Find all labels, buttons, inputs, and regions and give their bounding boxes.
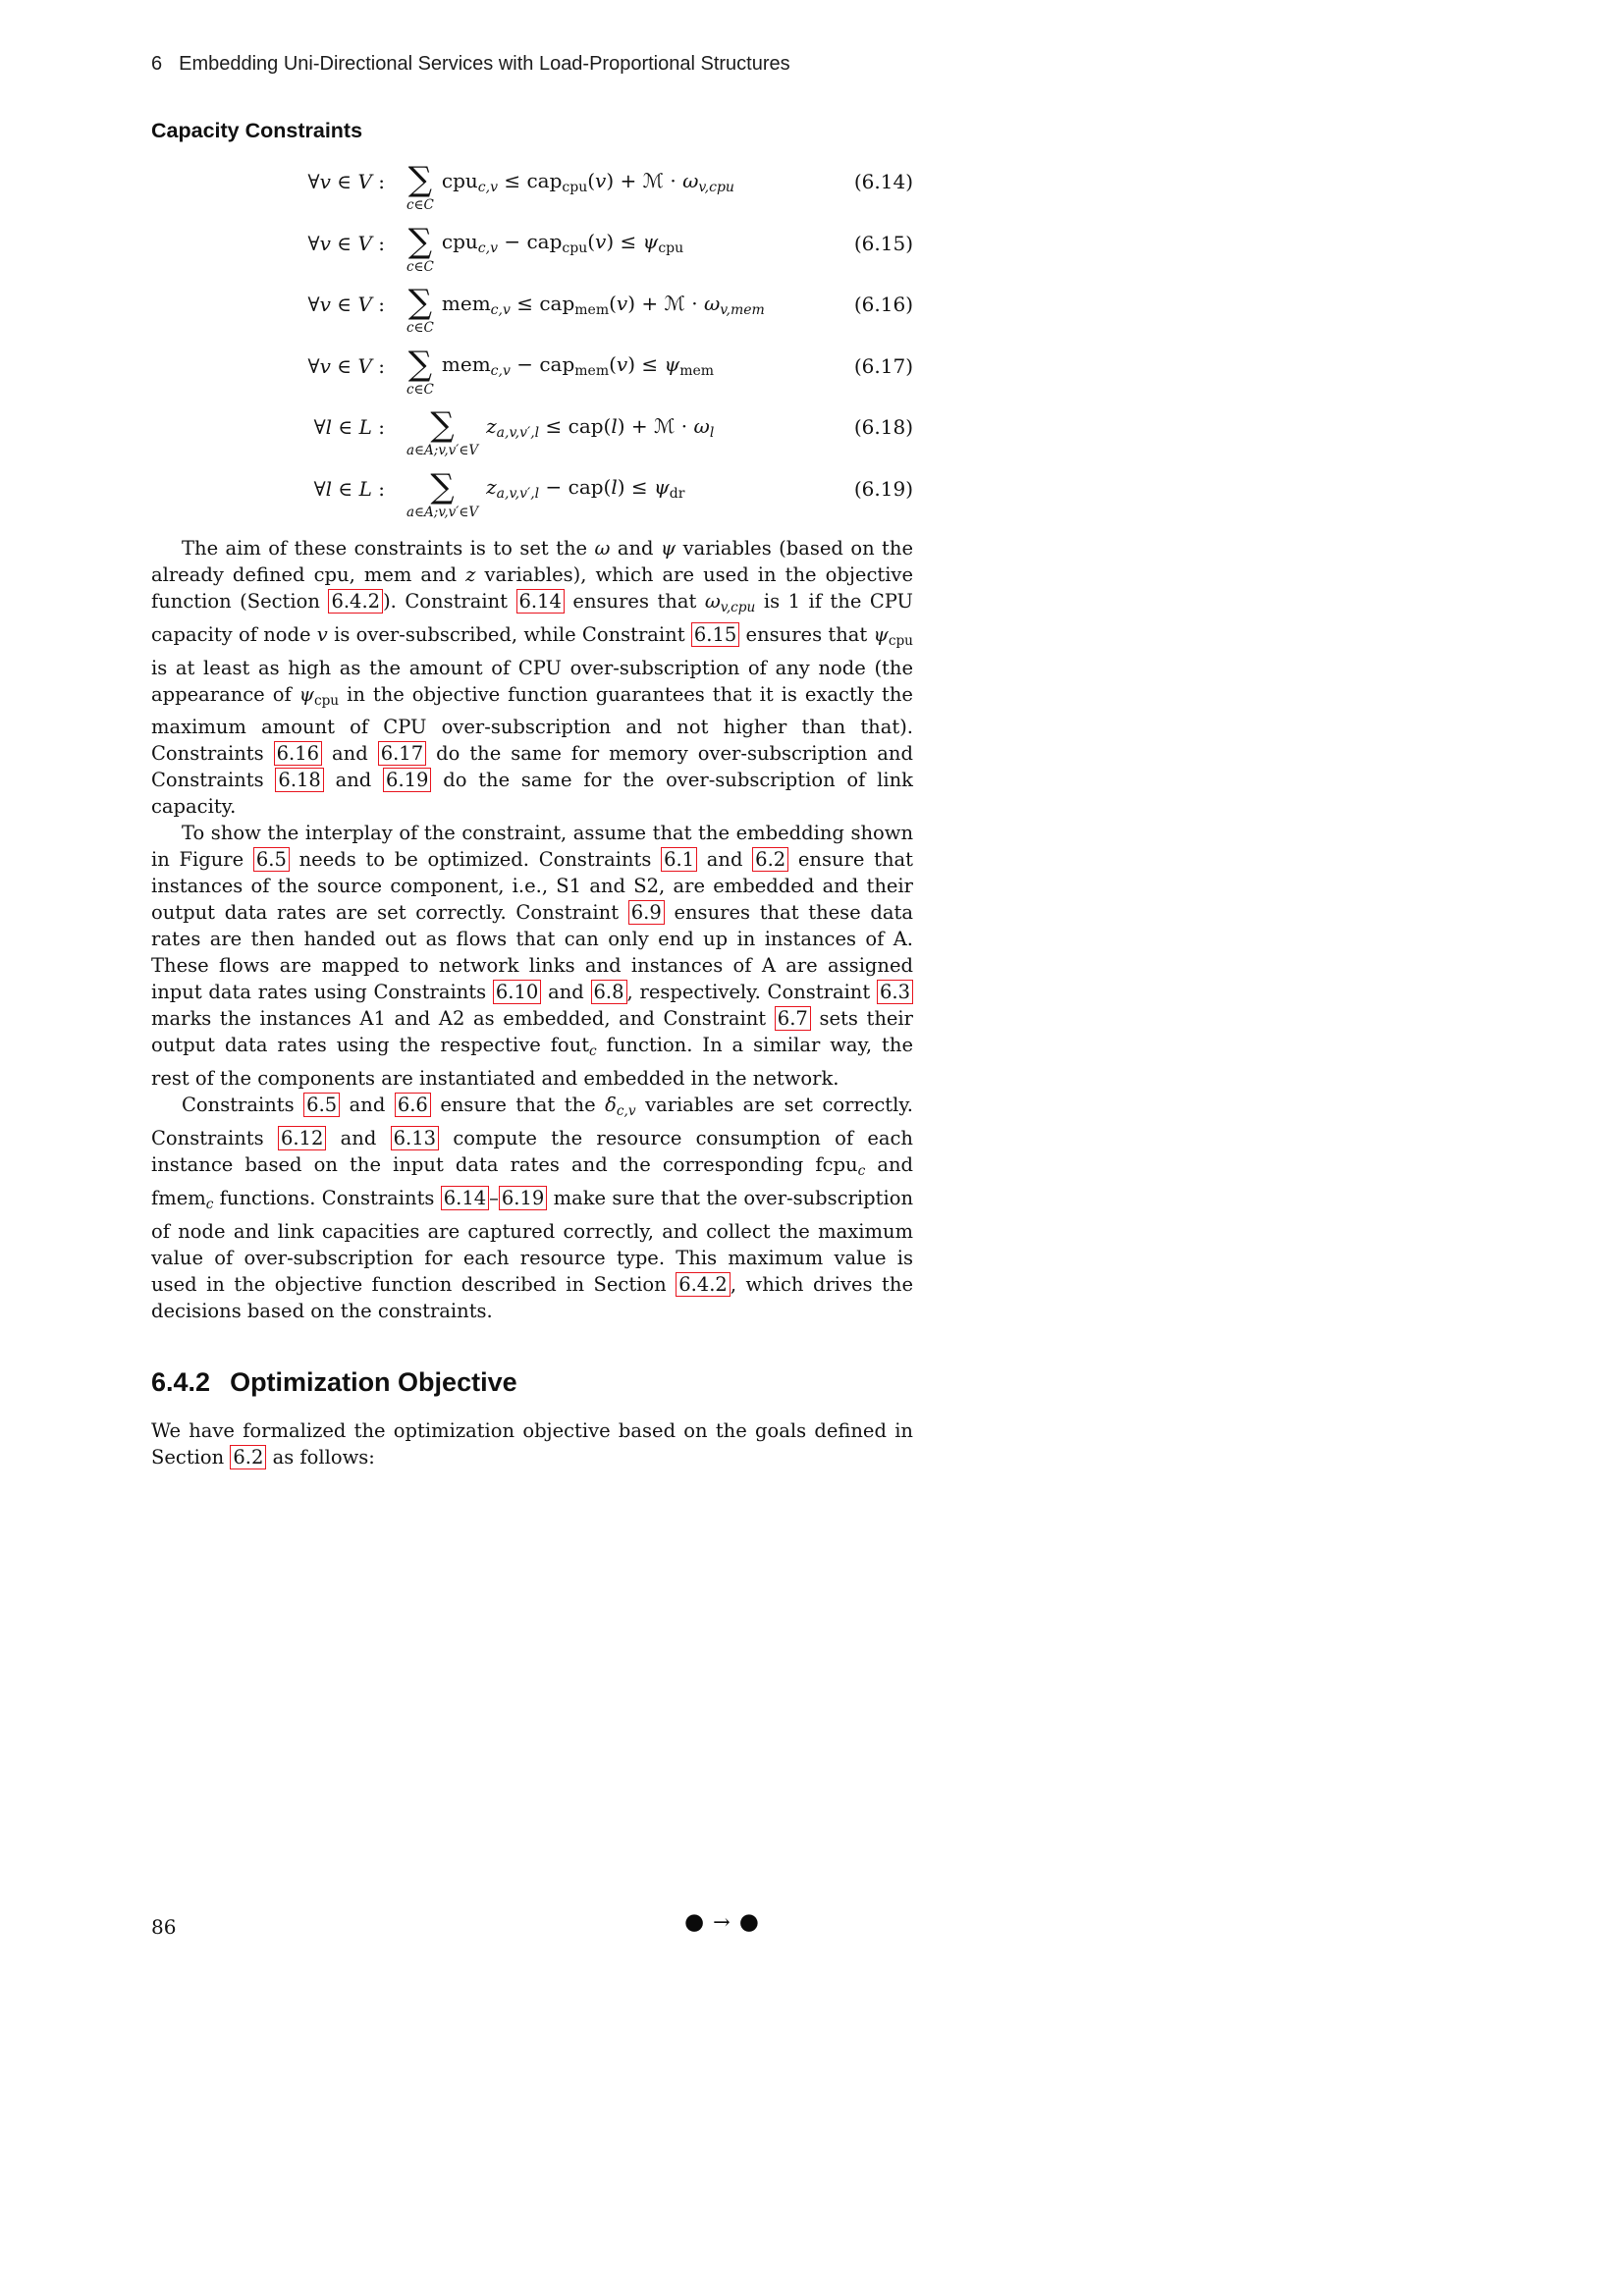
page-number: 86 (151, 1915, 177, 1939)
reference-link[interactable]: 6.17 (378, 741, 426, 766)
text-run: ≤ cap (510, 291, 575, 315)
text-run: ℳ (664, 291, 685, 315)
text-run: ensure that instances of the source component, i.e., S1 and S2, are embedded and their output data rates are set correctly. Constraint (151, 848, 913, 925)
text-run: sets their output data rates using the respective fout (151, 1007, 913, 1057)
text-run: cpu (441, 168, 478, 192)
text-run: a,v,v′,l (496, 424, 540, 441)
equation-6-18 (151, 397, 913, 458)
text-run: and (340, 1094, 395, 1117)
text-run: ∈ (330, 170, 358, 194)
text-run: dr (669, 486, 685, 503)
text-run: c,v (477, 240, 498, 257)
equation-number: (6.18) (853, 415, 913, 440)
text-run: cpu (562, 179, 588, 195)
text-run: ) ≤ (617, 475, 655, 500)
reference-link[interactable]: 6.2 (752, 847, 788, 872)
text-run: and (323, 769, 384, 792)
text-run: l (325, 476, 333, 501)
text-run: ℳ (642, 168, 665, 192)
text-run: marks the instances A1 and A2 as embedded, and Constraint (151, 1007, 775, 1031)
text-run: · (664, 168, 683, 192)
text-run: variables are set correctly. Constraints (151, 1094, 913, 1150)
sum-limit: c∈C (406, 197, 434, 213)
text-run: v (616, 352, 628, 377)
text-run: ) + (606, 168, 643, 192)
equation-block (151, 151, 913, 519)
reference-link[interactable]: 6.15 (691, 622, 739, 647)
reference-link[interactable]: 6.10 (493, 980, 541, 1004)
text-run: and (541, 981, 591, 1004)
text-run: cpu (658, 240, 684, 257)
equation-expression (486, 414, 714, 441)
equation-quantifier (151, 232, 385, 255)
text-run: variables (based on the already defined cpu, mem and (151, 537, 913, 586)
text-run: ω (704, 590, 721, 613)
text-run: δ (605, 1094, 617, 1117)
text-run: ψ (873, 622, 889, 646)
text-run: We have formalized the optimization objective based on the goals defined in Section (151, 1418, 913, 1468)
sigma-symbol: ∑ (430, 466, 455, 507)
text-run: c (589, 1043, 597, 1060)
text-run: variables), which are used in the objective function (Section (151, 563, 913, 613)
text-run: − cap (497, 230, 563, 254)
text-run: ψ (660, 537, 677, 560)
equation-quantifier (151, 293, 385, 316)
reference-link[interactable]: 6.5 (253, 847, 290, 872)
text-run: do the same for memory over-subscription and Constraints (151, 742, 913, 792)
text-run: l (325, 415, 333, 440)
text-run: ∈ (332, 415, 359, 440)
text-run: ℳ (654, 413, 676, 438)
text-run: z (486, 475, 497, 500)
equation-number: (6.15) (853, 231, 913, 255)
sum-operator (406, 283, 434, 336)
text-run: c,v (616, 1103, 636, 1120)
text-run: mem (574, 301, 610, 318)
text-run: and fmem (151, 1153, 913, 1209)
text-run: ∈ (330, 293, 358, 317)
text-run: and (697, 848, 753, 872)
equation-number: (6.14) (853, 170, 913, 194)
paragraph-summary (151, 1092, 913, 1323)
text-run: ∈ (330, 353, 358, 378)
text-run: and (326, 1127, 391, 1150)
page-content (151, 119, 913, 1470)
text-run: ) + (627, 291, 665, 315)
text-run: ∀ (307, 170, 320, 194)
text-run: l (611, 413, 618, 438)
text-run: z (486, 413, 497, 438)
sum-operator (406, 405, 479, 458)
equation-expression (442, 169, 734, 195)
sum-limit: c∈C (406, 381, 434, 398)
sum-limit: a∈A;v,v′∈V (406, 443, 479, 458)
logo-dot-right: ● (738, 1909, 759, 1935)
text-run: is over-subscribed, while Constraint (327, 622, 691, 646)
text-run: ∀ (307, 353, 320, 378)
text-run: v (319, 293, 331, 317)
text-run: v,cpu (720, 599, 756, 615)
reference-link[interactable]: 6.7 (775, 1006, 811, 1031)
equation-expression (486, 475, 684, 502)
text-run: mem (679, 363, 715, 380)
equation-quantifier (151, 354, 385, 378)
text-run: – (489, 1186, 499, 1209)
reference-link[interactable]: 6.19 (383, 768, 431, 792)
text-run: c (205, 1196, 214, 1212)
paragraph-constraints-aim (151, 535, 913, 820)
text-run: , which drives the decisions based on the constraints. (151, 1272, 913, 1322)
text-run: do the same for the over-subscription of link capacity. (151, 769, 913, 819)
section-number: 6.4.2 (151, 1366, 211, 1397)
sigma-symbol: ∑ (407, 283, 433, 322)
text-run: ψ (664, 352, 680, 377)
text-run: ensures that these data rates are then handed out as flows that can only end up in instances of A. These flows are mapped to network links and instances of A are assigned input data rates using Constraints (151, 901, 913, 1004)
reference-link[interactable]: 6.9 (628, 900, 665, 925)
reference-link[interactable]: 6.14 (516, 589, 565, 614)
text-run: mem (441, 291, 491, 315)
text-run: ∈ (332, 476, 359, 501)
text-run: ω (703, 291, 721, 315)
text-run: ω (682, 168, 699, 192)
text-run: v (319, 353, 331, 378)
reference-link[interactable]: 6.13 (391, 1126, 439, 1150)
sigma-symbol: ∑ (407, 160, 433, 199)
text-run: c,v (477, 179, 498, 195)
text-run: mem (574, 363, 610, 380)
text-run: l (611, 475, 618, 500)
running-header (151, 53, 790, 76)
text-run: ω (594, 537, 611, 560)
text-run: z (465, 563, 476, 586)
text-run: ) ≤ (627, 352, 665, 377)
text-run: ∈ (330, 231, 358, 255)
text-run: v (316, 622, 328, 646)
text-run: ψ (298, 682, 314, 706)
equation-6-19 (151, 458, 913, 520)
text-run: : (371, 231, 385, 255)
text-run: v (319, 231, 331, 255)
sum-limit: c∈C (406, 258, 434, 275)
text-run: c,v (490, 363, 511, 380)
text-run: ∀ (307, 293, 320, 317)
text-run: is at least as high as the amount of CPU over-subscription of any node (the appearance of (151, 656, 913, 706)
text-run: functions. Constraints (213, 1186, 441, 1209)
text-run: ( (587, 168, 596, 192)
reference-link[interactable]: 6.14 (441, 1186, 489, 1210)
sum-limit: a∈A;v,v′∈V (406, 504, 479, 520)
equation-quantifier (151, 170, 385, 193)
logo-arrow-icon: → (713, 1910, 731, 1934)
text-run: , respectively. Constraint (626, 981, 877, 1004)
reference-link[interactable]: 6.4.2 (328, 589, 383, 614)
text-run: ensure that the (430, 1094, 606, 1117)
text-run: v (595, 230, 607, 254)
text-run: mem (441, 352, 491, 377)
capacity-constraints-heading: Capacity Constraints (151, 119, 363, 142)
reference-link[interactable]: 6.6 (395, 1093, 431, 1117)
equation-6-17 (151, 336, 913, 398)
section-title: Optimization Objective (230, 1366, 517, 1397)
equation-quantifier (151, 477, 385, 501)
text-run: L (358, 476, 372, 501)
text-run: make sure that the over-subscription of node and link capacities are captured correctly, and collect the maximum value of over-subscription for each resource type. This maximum value is used in the objective function described in Section (151, 1186, 914, 1296)
text-run: To show the interplay of the constraint, assume that the embedding shown in Figure (151, 822, 913, 872)
text-run: : (371, 353, 385, 378)
sum-operator (406, 160, 434, 213)
sum-operator (406, 344, 434, 398)
text-run: ∀ (313, 415, 326, 440)
sigma-symbol: ∑ (430, 405, 455, 445)
text-run: v (319, 170, 331, 194)
text-run: ensures that (564, 590, 705, 613)
text-run: cpu (562, 240, 588, 257)
text-run: is 1 if the CPU capacity of node (151, 590, 913, 646)
equation-number: (6.16) (853, 293, 913, 317)
equation-number: (6.19) (853, 476, 913, 501)
text-run: : (371, 293, 385, 317)
text-run: − cap (510, 352, 575, 377)
reference-link[interactable]: 6.8 (591, 980, 627, 1004)
text-run: ψ (642, 230, 659, 254)
sum-limit: c∈C (406, 320, 434, 336)
chapter-number: 6 (151, 53, 163, 75)
chapter-title: Embedding Uni-Directional Services with Load-Proportional Structures (179, 53, 790, 75)
reference-link[interactable]: 6.1 (661, 847, 697, 872)
text-run: ) ≤ (606, 230, 643, 254)
text-run: : (371, 170, 385, 194)
reference-link[interactable]: 6.5 (303, 1093, 340, 1117)
text-run: ω (693, 413, 710, 438)
equation-expression (442, 292, 765, 318)
text-run: V (357, 170, 372, 194)
equation-expression (442, 230, 683, 256)
logo-dot-left: ● (684, 1909, 705, 1935)
equation-quantifier (151, 415, 385, 439)
text-run: L (358, 415, 372, 440)
text-run: l (709, 424, 715, 441)
text-run: v (616, 291, 628, 315)
text-run: compute the resource consumption of each instance based on the input data rates and the corresponding fcpu (151, 1127, 913, 1177)
text-run: The aim of these constraints is to set the (182, 537, 595, 560)
text-run: a,v,v′,l (496, 486, 540, 503)
text-run: in the objective function guarantees that it is exactly the maximum amount of CPU over-subscription and not higher than that). Constraints (151, 682, 913, 766)
footer-logo (684, 1911, 759, 1934)
text-run: ). Constraint (383, 590, 516, 613)
text-run: as follows: (266, 1445, 375, 1468)
reference-link[interactable]: 6.18 (275, 768, 323, 792)
text-run: ∀ (307, 231, 320, 255)
paragraph-objective-intro (151, 1417, 913, 1470)
reference-link[interactable]: 6.12 (278, 1126, 326, 1150)
text-run: ψ (654, 475, 670, 500)
text-run: : (371, 476, 385, 501)
text-run: function. In a similar way, the rest of the components are instantiated and embedded in the network. (151, 1034, 913, 1091)
text-run: ( (587, 230, 596, 254)
text-run: cpu (313, 692, 340, 709)
text-run: ( (609, 352, 617, 377)
text-run: : (371, 415, 385, 440)
text-run: Constraints (182, 1094, 304, 1117)
reference-link[interactable]: 6.19 (499, 1186, 547, 1210)
text-run: cpu (441, 230, 478, 254)
text-run: ( (609, 291, 617, 315)
text-run: v,cpu (698, 179, 734, 195)
text-run: ≤ cap( (539, 413, 612, 438)
text-run: needs to be optimized. Constraints (289, 848, 662, 872)
equation-number: (6.17) (853, 353, 913, 378)
text-run: v,mem (720, 301, 765, 318)
text-run: V (357, 293, 372, 317)
equation-expression (442, 352, 714, 379)
reference-link[interactable]: 6.16 (274, 741, 322, 766)
text-run: · (684, 291, 704, 315)
equation-6-16 (151, 274, 913, 336)
text-run: ∀ (313, 476, 326, 501)
reference-link[interactable]: 6.2 (230, 1445, 266, 1469)
section-heading (151, 1367, 913, 1398)
reference-link[interactable]: 6.4.2 (676, 1272, 731, 1297)
sigma-symbol: ∑ (407, 221, 433, 261)
text-run: c,v (490, 301, 511, 318)
equation-6-14 (151, 151, 913, 213)
text-run: V (357, 231, 372, 255)
text-run: V (357, 353, 372, 378)
text-run: and (322, 742, 378, 766)
text-run: c (857, 1162, 866, 1179)
text-run: ) + (617, 413, 655, 438)
paragraph-interplay (151, 820, 913, 1092)
text-run: v (595, 168, 607, 192)
text-run: · (675, 413, 694, 438)
text-run: ≤ cap (497, 168, 563, 192)
sigma-symbol: ∑ (407, 344, 433, 384)
reference-link[interactable]: 6.3 (877, 980, 913, 1004)
text-run: cpu (888, 632, 913, 649)
text-run: ensures that (739, 622, 874, 646)
sum-operator (406, 221, 434, 275)
sum-operator (406, 466, 479, 520)
text-run: − cap( (539, 475, 612, 500)
equation-6-15 (151, 213, 913, 275)
text-run: and (610, 537, 661, 560)
